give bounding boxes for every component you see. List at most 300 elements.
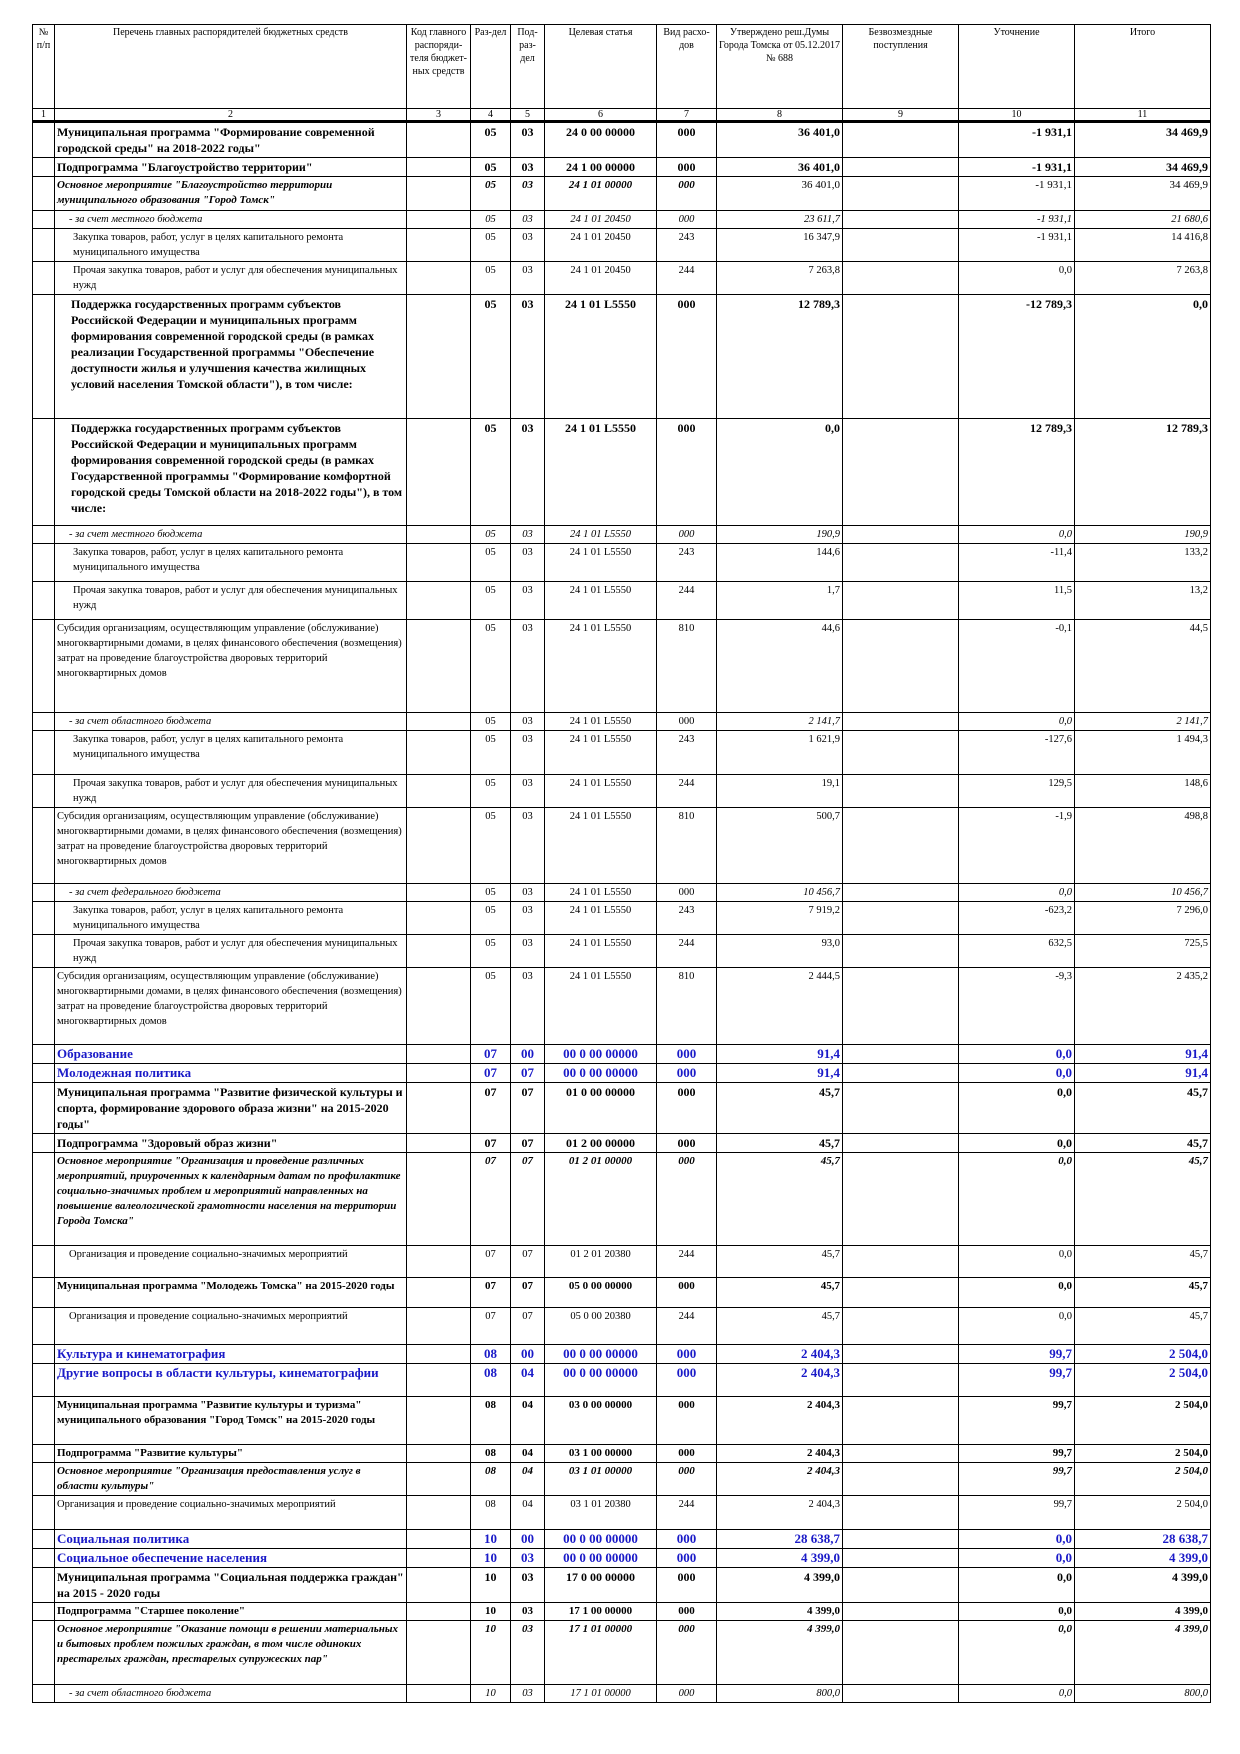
table-row [33, 122, 1211, 158]
header-approved: Утверждено реш.Думы Города Томска от 05.12.2017 № 688 [717, 25, 843, 109]
cell-expense-type: 000 [657, 1530, 717, 1549]
cell-adjustment: 0,0 [959, 713, 1075, 731]
cell-adjustment: 0,0 [959, 1530, 1075, 1549]
colnum: 7 [657, 109, 717, 122]
cell-adjustment: -1 931,1 [959, 177, 1075, 211]
cell-adjustment: 0,0 [959, 1246, 1075, 1278]
cell-grants [843, 902, 959, 935]
cell-num [33, 884, 55, 902]
cell-approved: 2 141,7 [717, 713, 843, 731]
cell-grants [843, 1530, 959, 1549]
cell-grants [843, 1134, 959, 1153]
cell-subsection: 03 [511, 544, 545, 582]
cell-approved: 23 611,7 [717, 211, 843, 229]
colnum: 10 [959, 109, 1075, 122]
cell-subsection: 03 [511, 262, 545, 295]
cell-subsection: 00 [511, 1530, 545, 1549]
cell-total: 4 399,0 [1075, 1603, 1211, 1621]
cell-target: 00 0 00 00000 [545, 1530, 657, 1549]
cell-num [33, 1568, 55, 1603]
cell-expense-type: 000 [657, 1685, 717, 1703]
cell-subsection: 03 [511, 295, 545, 419]
cell-num [33, 582, 55, 620]
cell-section: 08 [471, 1463, 511, 1496]
cell-code [407, 262, 471, 295]
cell-target: 24 1 01 L5550 [545, 582, 657, 620]
cell-subsection: 03 [511, 808, 545, 884]
cell-code [407, 1345, 471, 1364]
cell-expense-type: 244 [657, 775, 717, 808]
cell-target: 01 2 01 20380 [545, 1246, 657, 1278]
cell-grants [843, 1045, 959, 1064]
cell-grants [843, 1345, 959, 1364]
cell-section: 07 [471, 1278, 511, 1308]
cell-total: 45,7 [1075, 1308, 1211, 1345]
cell-subsection: 03 [511, 122, 545, 158]
cell-target: 24 1 01 L5550 [545, 419, 657, 526]
cell-approved: 1 621,9 [717, 731, 843, 775]
cell-expense-type: 243 [657, 544, 717, 582]
colnum: 4 [471, 109, 511, 122]
cell-approved: 2 404,3 [717, 1397, 843, 1445]
colnum: 5 [511, 109, 545, 122]
table-row [33, 1685, 1211, 1703]
cell-section: 05 [471, 262, 511, 295]
cell-subsection: 03 [511, 419, 545, 526]
cell-total: 21 680,6 [1075, 211, 1211, 229]
cell-expense-type: 000 [657, 122, 717, 158]
cell-approved: 45,7 [717, 1278, 843, 1308]
cell-num [33, 902, 55, 935]
table-row [33, 229, 1211, 262]
cell-total: 725,5 [1075, 935, 1211, 968]
cell-section: 07 [471, 1246, 511, 1278]
cell-grants [843, 1445, 959, 1463]
cell-target: 24 1 01 L5550 [545, 713, 657, 731]
cell-num [33, 1308, 55, 1345]
cell-num [33, 526, 55, 544]
header-row [33, 25, 1211, 109]
cell-grants [843, 1549, 959, 1568]
cell-num [33, 229, 55, 262]
cell-approved: 91,4 [717, 1064, 843, 1083]
cell-target: 17 0 00 00000 [545, 1568, 657, 1603]
cell-adjustment: 0,0 [959, 1083, 1075, 1134]
cell-adjustment: 99,7 [959, 1445, 1075, 1463]
cell-name: Основное мероприятие "Организация предоставления услуг в области культуры" [55, 1463, 407, 1496]
cell-approved: 4 399,0 [717, 1603, 843, 1621]
cell-name: Поддержка государственных программ субъектов Российской Федерации и муниципальных программ формирования современной городской среды (в рамках Государственной программы "Формирование комфортной городской среды Томской области на 2018-2022 годы"), в том числе: [55, 419, 407, 526]
cell-target: 17 1 01 00000 [545, 1621, 657, 1685]
table-row [33, 1621, 1211, 1685]
cell-name: Муниципальная программа "Формирование современной городской среды" на 2018-2022 годы" [55, 122, 407, 158]
cell-total: 2 504,0 [1075, 1364, 1211, 1397]
budget-table-body [33, 122, 1211, 1703]
header-subsection: Под-раз-дел [511, 25, 545, 109]
cell-expense-type: 000 [657, 713, 717, 731]
cell-target: 24 1 01 20450 [545, 229, 657, 262]
table-row [33, 1530, 1211, 1549]
cell-grants [843, 1083, 959, 1134]
cell-total: 2 504,0 [1075, 1445, 1211, 1463]
cell-grants [843, 1278, 959, 1308]
cell-approved: 190,9 [717, 526, 843, 544]
cell-section: 07 [471, 1083, 511, 1134]
cell-name: - за счет местного бюджета [55, 211, 407, 229]
cell-total: 133,2 [1075, 544, 1211, 582]
cell-approved: 2 404,3 [717, 1463, 843, 1496]
cell-total: 2 504,0 [1075, 1496, 1211, 1530]
cell-subsection: 07 [511, 1153, 545, 1246]
cell-num [33, 1153, 55, 1246]
cell-code [407, 1603, 471, 1621]
cell-target: 00 0 00 00000 [545, 1364, 657, 1397]
table-row [33, 1345, 1211, 1364]
cell-subsection: 04 [511, 1445, 545, 1463]
cell-section: 05 [471, 122, 511, 158]
cell-adjustment: -1 931,1 [959, 122, 1075, 158]
cell-name: Организация и проведение социально-значимых мероприятий [55, 1308, 407, 1345]
cell-code [407, 1445, 471, 1463]
table-row [33, 884, 1211, 902]
cell-target: 03 1 01 00000 [545, 1463, 657, 1496]
cell-adjustment: 0,0 [959, 1603, 1075, 1621]
cell-total: 800,0 [1075, 1685, 1211, 1703]
cell-num [33, 1397, 55, 1445]
cell-name: Закупка товаров, работ, услуг в целях капитального ремонта муниципального имущества [55, 544, 407, 582]
cell-subsection: 07 [511, 1308, 545, 1345]
cell-code [407, 1083, 471, 1134]
cell-num [33, 1345, 55, 1364]
cell-total: 7 263,8 [1075, 262, 1211, 295]
cell-expense-type: 244 [657, 1246, 717, 1278]
table-row [33, 1064, 1211, 1083]
table-row [33, 1153, 1211, 1246]
cell-grants [843, 177, 959, 211]
cell-approved: 19,1 [717, 775, 843, 808]
cell-code [407, 1134, 471, 1153]
header-num: № п/п [33, 25, 55, 109]
cell-adjustment: -127,6 [959, 731, 1075, 775]
cell-section: 07 [471, 1153, 511, 1246]
cell-adjustment: 99,7 [959, 1463, 1075, 1496]
cell-section: 10 [471, 1603, 511, 1621]
cell-total: 12 789,3 [1075, 419, 1211, 526]
table-row [33, 731, 1211, 775]
cell-grants [843, 1364, 959, 1397]
cell-name: Социальное обеспечение населения [55, 1549, 407, 1568]
column-numbers-row [33, 109, 1211, 122]
cell-total: 91,4 [1075, 1045, 1211, 1064]
cell-num [33, 177, 55, 211]
cell-num [33, 1445, 55, 1463]
cell-approved: 36 401,0 [717, 177, 843, 211]
cell-subsection: 03 [511, 158, 545, 177]
table-row [33, 1134, 1211, 1153]
cell-target: 24 1 01 L5550 [545, 935, 657, 968]
cell-grants [843, 968, 959, 1045]
cell-code [407, 1364, 471, 1397]
cell-code [407, 1530, 471, 1549]
cell-adjustment: 99,7 [959, 1345, 1075, 1364]
cell-num [33, 211, 55, 229]
cell-target: 24 1 00 00000 [545, 158, 657, 177]
cell-adjustment: 0,0 [959, 1308, 1075, 1345]
cell-name: - за счет областного бюджета [55, 1685, 407, 1703]
cell-approved: 16 347,9 [717, 229, 843, 262]
table-row [33, 177, 1211, 211]
cell-num [33, 1530, 55, 1549]
table-row [33, 419, 1211, 526]
table-row [33, 1603, 1211, 1621]
cell-subsection: 03 [511, 1621, 545, 1685]
table-row [33, 713, 1211, 731]
cell-total: 45,7 [1075, 1153, 1211, 1246]
cell-target: 24 1 01 L5550 [545, 775, 657, 808]
cell-code [407, 1685, 471, 1703]
cell-subsection: 03 [511, 229, 545, 262]
cell-approved: 45,7 [717, 1153, 843, 1246]
cell-expense-type: 000 [657, 1549, 717, 1568]
cell-section: 10 [471, 1549, 511, 1568]
cell-name: Закупка товаров, работ, услуг в целях капитального ремонта муниципального имущества [55, 731, 407, 775]
cell-subsection: 03 [511, 713, 545, 731]
cell-subsection: 03 [511, 177, 545, 211]
table-row [33, 1083, 1211, 1134]
cell-num [33, 1064, 55, 1083]
cell-section: 05 [471, 731, 511, 775]
cell-grants [843, 211, 959, 229]
cell-subsection: 03 [511, 1685, 545, 1703]
cell-grants [843, 1685, 959, 1703]
cell-code [407, 902, 471, 935]
cell-num [33, 544, 55, 582]
cell-code [407, 884, 471, 902]
cell-num [33, 1621, 55, 1685]
table-row [33, 808, 1211, 884]
cell-name: Молодежная политика [55, 1064, 407, 1083]
cell-section: 05 [471, 775, 511, 808]
cell-name: Поддержка государственных программ субъектов Российской Федерации и муниципальных программ формирования современной городской среды (в рамках реализации Государственной программы "Обеспечение доступности жилья и улучшения качества жилищных условий населения Томской области"), в том числе: [55, 295, 407, 419]
cell-code [407, 968, 471, 1045]
cell-name: Субсидия организациям, осуществляющим управление (обслуживание) многоквартирными домами, в целях финансового обеспечения (возмещения) затрат на проведение благоустройства дворовых территорий многоквартирных домов [55, 808, 407, 884]
cell-approved: 7 919,2 [717, 902, 843, 935]
cell-adjustment: 0,0 [959, 262, 1075, 295]
cell-subsection: 03 [511, 1603, 545, 1621]
cell-code [407, 775, 471, 808]
cell-code [407, 1308, 471, 1345]
table-row [33, 968, 1211, 1045]
cell-grants [843, 731, 959, 775]
cell-approved: 2 404,3 [717, 1364, 843, 1397]
cell-expense-type: 810 [657, 808, 717, 884]
cell-grants [843, 1153, 959, 1246]
cell-grants [843, 526, 959, 544]
cell-num [33, 620, 55, 713]
cell-grants [843, 935, 959, 968]
cell-approved: 2 444,5 [717, 968, 843, 1045]
cell-total: 28 638,7 [1075, 1530, 1211, 1549]
cell-subsection: 03 [511, 968, 545, 1045]
table-row [33, 211, 1211, 229]
cell-approved: 45,7 [717, 1134, 843, 1153]
cell-code [407, 582, 471, 620]
cell-target: 03 1 00 00000 [545, 1445, 657, 1463]
cell-name: Подпрограмма "Старшее поколение" [55, 1603, 407, 1621]
cell-adjustment: -1,9 [959, 808, 1075, 884]
cell-total: 13,2 [1075, 582, 1211, 620]
cell-section: 10 [471, 1685, 511, 1703]
cell-num [33, 295, 55, 419]
cell-section: 05 [471, 620, 511, 713]
cell-total: 2 435,2 [1075, 968, 1211, 1045]
colnum: 2 [55, 109, 407, 122]
cell-num [33, 1083, 55, 1134]
cell-code [407, 211, 471, 229]
cell-expense-type: 810 [657, 968, 717, 1045]
cell-expense-type: 000 [657, 1045, 717, 1064]
cell-total: 190,9 [1075, 526, 1211, 544]
cell-name: Организация и проведение социально-значимых мероприятий [55, 1496, 407, 1530]
table-row [33, 902, 1211, 935]
cell-approved: 45,7 [717, 1246, 843, 1278]
cell-subsection: 07 [511, 1134, 545, 1153]
cell-code [407, 1568, 471, 1603]
cell-num [33, 731, 55, 775]
cell-section: 05 [471, 295, 511, 419]
cell-approved: 4 399,0 [717, 1568, 843, 1603]
cell-section: 10 [471, 1530, 511, 1549]
cell-expense-type: 243 [657, 902, 717, 935]
cell-code [407, 177, 471, 211]
cell-expense-type: 000 [657, 526, 717, 544]
cell-approved: 4 399,0 [717, 1621, 843, 1685]
budget-table [32, 24, 1211, 1703]
cell-adjustment: 129,5 [959, 775, 1075, 808]
cell-grants [843, 1397, 959, 1445]
cell-subsection: 00 [511, 1345, 545, 1364]
cell-adjustment: 99,7 [959, 1496, 1075, 1530]
cell-adjustment: 0,0 [959, 1549, 1075, 1568]
cell-expense-type: 244 [657, 262, 717, 295]
cell-code [407, 1549, 471, 1568]
cell-name: Прочая закупка товаров, работ и услуг для обеспечения муниципальных нужд [55, 262, 407, 295]
cell-expense-type: 000 [657, 1463, 717, 1496]
cell-adjustment: 99,7 [959, 1364, 1075, 1397]
cell-grants [843, 1621, 959, 1685]
cell-section: 08 [471, 1364, 511, 1397]
cell-adjustment: -1 931,1 [959, 229, 1075, 262]
cell-subsection: 07 [511, 1083, 545, 1134]
cell-num [33, 808, 55, 884]
cell-total: 34 469,9 [1075, 158, 1211, 177]
cell-num [33, 262, 55, 295]
cell-name: Основное мероприятие "Оказание помощи в решении материальных и бытовых проблем пожилых граждан, в том числе одиноких престарелых граждан, престарелых супружеских пар" [55, 1621, 407, 1685]
cell-adjustment: 0,0 [959, 526, 1075, 544]
cell-approved: 45,7 [717, 1308, 843, 1345]
header-target: Целевая статья [545, 25, 657, 109]
table-row [33, 1463, 1211, 1496]
cell-name: - за счет областного бюджета [55, 713, 407, 731]
cell-num [33, 1278, 55, 1308]
cell-total: 45,7 [1075, 1083, 1211, 1134]
cell-name: Закупка товаров, работ, услуг в целях капитального ремонта муниципального имущества [55, 902, 407, 935]
cell-code [407, 1496, 471, 1530]
cell-section: 07 [471, 1308, 511, 1345]
cell-approved: 0,0 [717, 419, 843, 526]
cell-num [33, 1364, 55, 1397]
cell-adjustment: -623,2 [959, 902, 1075, 935]
cell-total: 0,0 [1075, 295, 1211, 419]
cell-target: 24 1 01 20450 [545, 211, 657, 229]
cell-name: Субсидия организациям, осуществляющим управление (обслуживание) многоквартирными домами, в целях финансового обеспечения (возмещения) затрат на проведение благоустройства дворовых территорий многоквартирных домов [55, 968, 407, 1045]
cell-expense-type: 000 [657, 1153, 717, 1246]
cell-expense-type: 000 [657, 1278, 717, 1308]
cell-approved: 36 401,0 [717, 122, 843, 158]
cell-grants [843, 1496, 959, 1530]
cell-section: 05 [471, 419, 511, 526]
cell-num [33, 713, 55, 731]
cell-expense-type: 000 [657, 1064, 717, 1083]
cell-approved: 91,4 [717, 1045, 843, 1064]
cell-code [407, 419, 471, 526]
cell-code [407, 229, 471, 262]
cell-name: Прочая закупка товаров, работ и услуг для обеспечения муниципальных нужд [55, 935, 407, 968]
cell-num [33, 1045, 55, 1064]
cell-total: 10 456,7 [1075, 884, 1211, 902]
cell-name: Муниципальная программа "Молодежь Томска" на 2015-2020 годы [55, 1278, 407, 1308]
cell-section: 05 [471, 902, 511, 935]
cell-code [407, 620, 471, 713]
cell-approved: 800,0 [717, 1685, 843, 1703]
cell-name: Подпрограмма "Здоровый образ жизни" [55, 1134, 407, 1153]
cell-expense-type: 000 [657, 1603, 717, 1621]
cell-grants [843, 1568, 959, 1603]
cell-name: Субсидия организациям, осуществляющим управление (обслуживание) многоквартирными домами, в целях финансового обеспечения (возмещения) затрат на проведение благоустройства дворовых территорий многоквартирных домов [55, 620, 407, 713]
cell-grants [843, 1603, 959, 1621]
cell-target: 24 1 01 00000 [545, 177, 657, 211]
cell-adjustment: 0,0 [959, 1685, 1075, 1703]
cell-code [407, 1153, 471, 1246]
cell-approved: 44,6 [717, 620, 843, 713]
cell-subsection: 04 [511, 1364, 545, 1397]
cell-section: 05 [471, 229, 511, 262]
cell-adjustment: -1 931,1 [959, 158, 1075, 177]
cell-code [407, 935, 471, 968]
cell-approved: 500,7 [717, 808, 843, 884]
cell-grants [843, 122, 959, 158]
cell-section: 05 [471, 884, 511, 902]
cell-code [407, 122, 471, 158]
cell-section: 07 [471, 1064, 511, 1083]
table-row [33, 1445, 1211, 1463]
cell-total: 44,5 [1075, 620, 1211, 713]
cell-grants [843, 620, 959, 713]
cell-expense-type: 000 [657, 177, 717, 211]
cell-total: 4 399,0 [1075, 1549, 1211, 1568]
cell-expense-type: 000 [657, 295, 717, 419]
cell-grants [843, 582, 959, 620]
cell-code [407, 1064, 471, 1083]
cell-total: 34 469,9 [1075, 177, 1211, 211]
colnum: 3 [407, 109, 471, 122]
table-row [33, 1568, 1211, 1603]
cell-name: Муниципальная программа "Социальная поддержка граждан" на 2015 - 2020 годы [55, 1568, 407, 1603]
table-row [33, 775, 1211, 808]
cell-section: 05 [471, 526, 511, 544]
table-row [33, 1496, 1211, 1530]
cell-expense-type: 000 [657, 1083, 717, 1134]
